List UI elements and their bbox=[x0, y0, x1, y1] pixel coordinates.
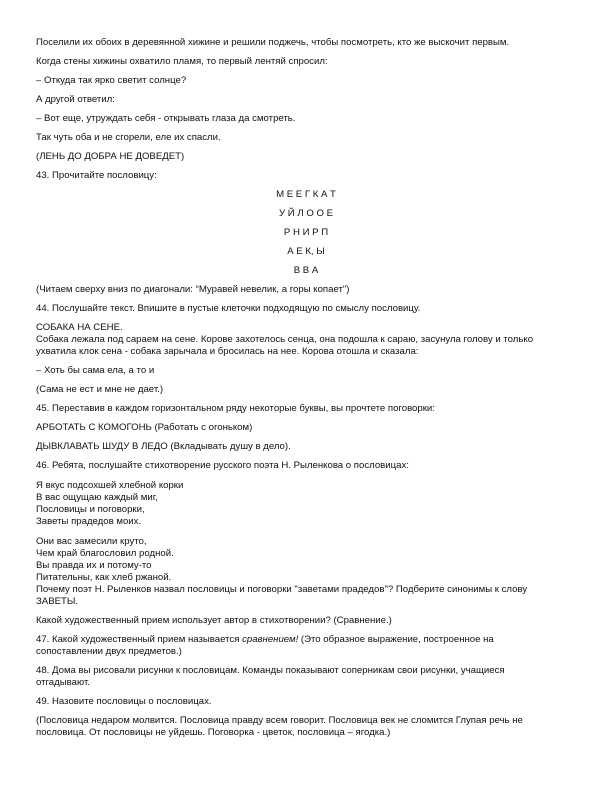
puzzle-row: В В А bbox=[293, 265, 319, 276]
text-line: Поселили их обоих в деревянной хижине и решили поджечь, чтобы посмотреть, кто же выскочит первым. bbox=[36, 37, 510, 48]
story-title: СОБАКА НА СЕНЕ. bbox=[36, 322, 123, 333]
puzzle-row: М Е Е Г К А Т bbox=[276, 189, 336, 200]
task-heading: 48. Дома вы рисовали рисунки к пословицам. Команды показывают соперникам свои рисунки, учащиеся bbox=[36, 665, 505, 676]
task-heading: 45. Переставив в каждом горизонтальном ряду некоторые буквы, вы прочтете поговорки: bbox=[36, 403, 435, 414]
puzzle-row: А Е К, Ы bbox=[287, 246, 325, 257]
verse-line: Заветы прадедов моих. bbox=[36, 516, 142, 527]
text-span: (Это образное выражение, построенное на bbox=[298, 634, 494, 645]
verse-line: Питательны, как хлеб ржаной. bbox=[36, 572, 172, 583]
text-line: – Откуда так ярко светит солнце? bbox=[36, 75, 187, 86]
verse-line: Вы правда их и потому-то bbox=[36, 560, 152, 571]
verse-line: Пословицы и поговорки, bbox=[36, 504, 145, 515]
text-line: Так чуть оба и не сгорели, еле их спасли. bbox=[36, 132, 221, 143]
text-line: А другой ответил: bbox=[36, 94, 115, 105]
text-line: Когда стены хижины охватило пламя, то первый лентяй спросил: bbox=[36, 56, 328, 67]
text-span: 47. Какой художественный прием называется bbox=[36, 634, 243, 645]
answer-line: (Пословица недаром молвится. Пословица правду всем говорит. Пословица век не сломится Глупая речь не bbox=[36, 715, 523, 726]
task-heading: 43. Прочитайте пословицу: bbox=[36, 170, 157, 181]
text-line: ДЫВКЛАВАТЬ ШУДУ В ЛЕДО (Вкладывать душу в дело). bbox=[36, 441, 291, 452]
text-line: – Вот еще, утруждать себя - открывать глаза да смотреть. bbox=[36, 113, 296, 124]
answer-line: (ЛЕНЬ ДО ДОБРА НЕ ДОВЕДЕТ) bbox=[36, 151, 185, 162]
text-line: Собака лежала под сараем на сене. Корове захотелось сенца, она подошла к сараю, засунула голову и только bbox=[36, 334, 534, 345]
text-line: АРБОТАТЬ С КОМОГОНЬ (Работать с огоньком) bbox=[36, 422, 253, 433]
verse-line: Я вкус подсохшей хлебной корки bbox=[36, 480, 184, 491]
verse-line: В вас ощущаю каждый миг, bbox=[36, 492, 158, 503]
verse-line: Чем край благословил родной. bbox=[36, 548, 174, 559]
puzzle-row: У Й Л О О Е bbox=[279, 208, 333, 219]
text-line: Почему поэт Н. Рыленков назвал пословицы и поговорки "заветами прадедов"? Подберите синонимы к слову bbox=[36, 584, 528, 595]
answer-line: (Сама не ест и мне не дает.) bbox=[36, 384, 164, 395]
text-line: ЗАВЕТЫ. bbox=[36, 596, 79, 607]
task-heading: 44. Послушайте текст. Впишите в пустые клеточки подходящую по смыслу пословицу. bbox=[36, 303, 421, 314]
task-heading: 46. Ребята, послушайте стихотворение русского поэта Н. Рыленкова о пословицах: bbox=[36, 460, 409, 471]
italic-term: сравнением! bbox=[242, 634, 299, 645]
verse-line: Они вас замесили круто, bbox=[36, 536, 147, 547]
text-line: ухватила клок сена - собака зарычала и бросилась на нее. Корова отошла и сказала: bbox=[36, 346, 419, 357]
task-heading: 49. Назовите пословицы о пословицах. bbox=[36, 696, 212, 707]
text-line: сопоставлении двух предметов.) bbox=[36, 646, 182, 657]
answer-line: пословица. От пословицы не уйдешь. Поговорка - цветок, пословица – ягодка.) bbox=[36, 727, 391, 738]
text-line: – Хоть бы сама ела, а то и bbox=[36, 365, 155, 376]
task-heading bbox=[36, 634, 494, 646]
text-line: отгадывают. bbox=[36, 677, 90, 688]
puzzle-row: Р Н И Р П bbox=[283, 227, 329, 238]
answer-line: (Читаем сверху вниз по диагонали: “Муравей невелик, а горы копает") bbox=[36, 284, 350, 295]
text-line: Какой художественный прием использует автор в стихотворении? (Сравнение.) bbox=[36, 615, 392, 626]
